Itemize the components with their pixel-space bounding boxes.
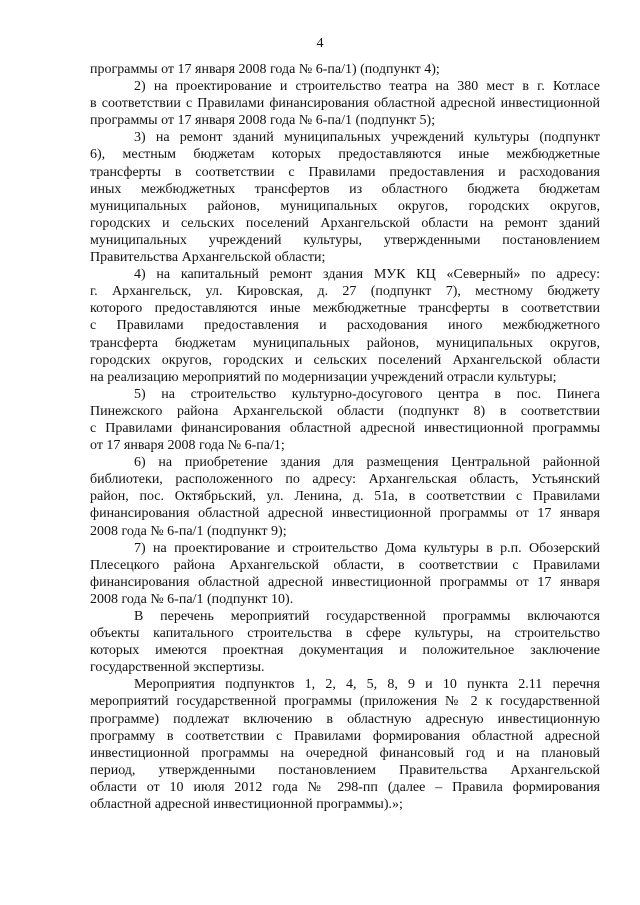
text-line: 2008 года № 6-па/1 (подпункт 9); bbox=[90, 523, 287, 539]
text-line: 2) на проектирование и строительство театра на 380 мест в г. Котласе bbox=[134, 79, 600, 95]
text-line: с Правилами финансирования областной адресной инвестиционной программы bbox=[90, 420, 600, 436]
paragraph bbox=[90, 266, 600, 386]
text-line: трансферты в соответствии с Правилами предоставления и расходования bbox=[90, 164, 600, 180]
paragraph bbox=[90, 129, 600, 266]
text-line: период, утвержденными постановлением Правительства Архангельской bbox=[90, 762, 600, 778]
paragraph bbox=[90, 676, 600, 813]
text-line: программу в соответствии с Правилами формирования областной адресной bbox=[90, 728, 600, 744]
text-line: муниципальных районов, муниципальных округов, городских округов, bbox=[90, 198, 600, 214]
text-line: 3) на ремонт зданий муниципальных учреждений культуры (подпункт bbox=[134, 130, 600, 146]
text-line: Мероприятия подпунктов 1, 2, 4, 5, 8, 9 и 10 пункта 2.11 перечня bbox=[134, 677, 600, 693]
paragraph bbox=[90, 386, 600, 454]
text-line: от 17 января 2008 года № 6-па/1; bbox=[90, 438, 285, 454]
text-line: 4) на капитальный ремонт здания МУК КЦ «Северный» по адресу: bbox=[134, 267, 600, 283]
text-line: иных межбюджетных трансфертов из областного бюджета бюджетам bbox=[90, 181, 600, 197]
paragraph bbox=[90, 540, 600, 608]
text-line: мероприятий государственной программы (приложения № 2 к государственной bbox=[90, 694, 600, 710]
text-line: муниципальных учреждений культуры, утвержденными постановлением bbox=[90, 232, 600, 248]
document-body bbox=[90, 61, 600, 813]
text-line: городских и сельских поселений Архангельской области на ремонт зданий bbox=[90, 215, 600, 231]
text-line: областной адресной инвестиционной программы).»; bbox=[90, 797, 403, 813]
text-line: 6) на приобретение здания для размещения Центральной районной bbox=[134, 455, 600, 471]
text-line: 7) на проектирование и строительство Дома культуры в р.п. Обозерский bbox=[134, 540, 600, 556]
text-line: объекты капитального строительства в сфере культуры, на строительство bbox=[90, 626, 600, 642]
text-line: области от 10 июля 2012 года № 298-пп (далее – Правила формирования bbox=[90, 779, 600, 795]
text-line: в соответствии с Правилами финансирования областной адресной инвестиционной bbox=[90, 96, 600, 112]
text-line: В перечень мероприятий государственной программы включаются bbox=[134, 609, 600, 624]
page-number: 4 bbox=[316, 36, 324, 51]
text-line: которых имеются проектная документация и положительное заключение bbox=[90, 643, 600, 659]
text-line: на реализацию мероприятий по модернизации учреждений отрасли культуры; bbox=[90, 369, 557, 385]
text-line: государственной экспертизы. bbox=[90, 660, 265, 676]
text-line: Пинежского района Архангельской области (подпункт 8) в соответствии bbox=[90, 403, 600, 419]
text-line: Плесецкого района Архангельской области, в соответствии с Правилами bbox=[90, 557, 600, 573]
paragraph bbox=[90, 78, 600, 129]
text-line: инвестиционной программы на очередной финансовый год и на плановый bbox=[90, 745, 600, 761]
text-line: программе) подлежат включению в областную адресную инвестиционную bbox=[90, 711, 600, 727]
text-line: финансирования областной адресной инвестиционной программы от 17 января bbox=[90, 506, 600, 522]
text-line: 6), местным бюджетам которых предоставляются иные межбюджетные bbox=[90, 147, 600, 163]
text-line: г. Архангельск, ул. Кировская, д. 27 (подпункт 7), местному бюджету bbox=[90, 284, 600, 300]
paragraph bbox=[90, 61, 600, 78]
text-line: которого предоставляются иные межбюджетные трансферты в соответствии bbox=[90, 301, 600, 317]
paragraph bbox=[90, 454, 600, 539]
text-line: 2008 года № 6-па/1 (подпункт 10). bbox=[90, 591, 294, 607]
text-line: район, пос. Октябрьский, ул. Ленина, д. 51а, в соответствии с Правилами bbox=[90, 489, 600, 505]
text-line: программы от 17 января 2008 года № 6-па/1 (подпункт 5); bbox=[90, 113, 436, 129]
text-line: 5) на строительство культурно-досугового центра в пос. Пинега bbox=[134, 386, 600, 402]
text-line: городских округов, городских и сельских поселений Архангельской области bbox=[90, 352, 600, 368]
text-line: библиотеки, расположенного по адресу: Архангельская область, Устьянский bbox=[90, 472, 600, 488]
text-line: программы от 17 января 2008 года № 6-па/1) (подпункт 4); bbox=[90, 62, 440, 77]
text-line: с Правилами предоставления и расходования иного межбюджетного bbox=[90, 318, 600, 334]
paragraph bbox=[90, 608, 600, 676]
text-line: Правительства Архангельской области; bbox=[90, 250, 326, 266]
text-line: трансферта бюджетам муниципальных районов, муниципальных округов, bbox=[90, 335, 600, 351]
text-line: финансирования областной адресной инвестиционной программы от 17 января bbox=[90, 574, 600, 590]
